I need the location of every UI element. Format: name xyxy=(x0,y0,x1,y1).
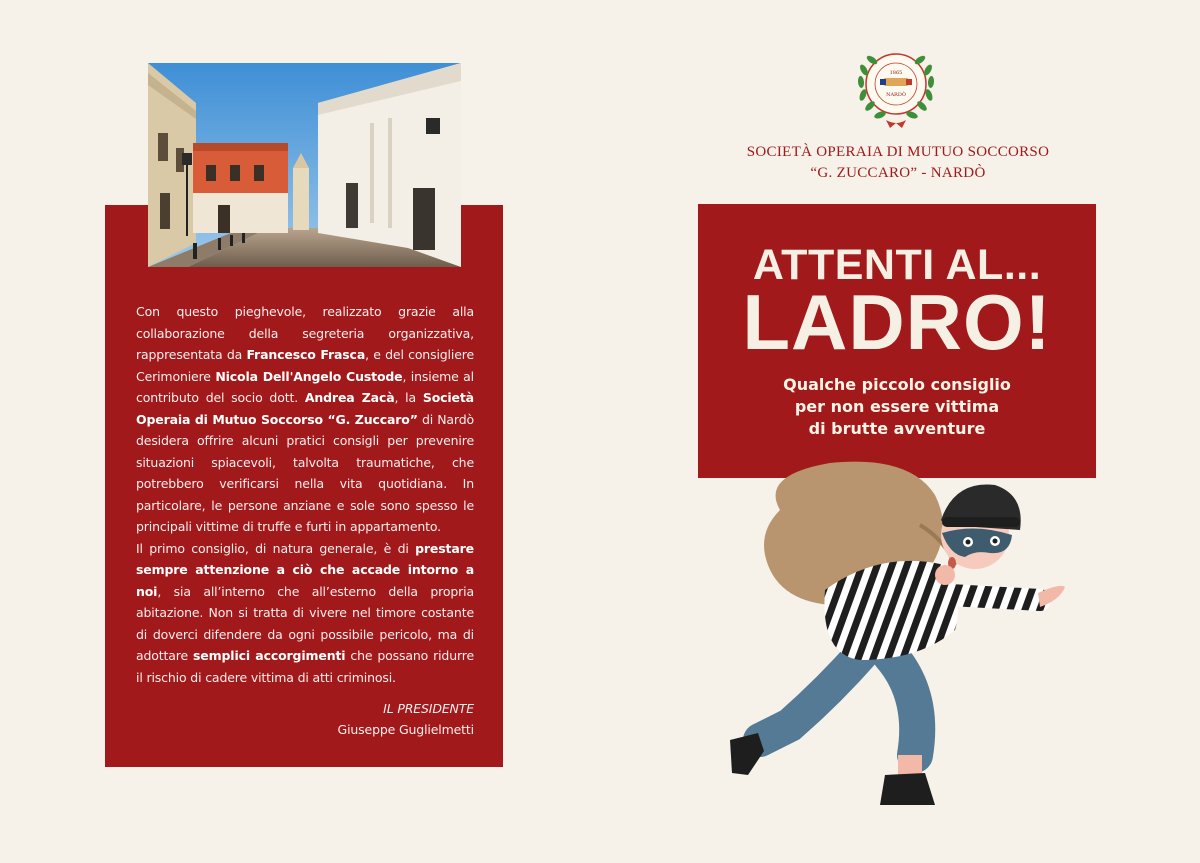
burglar-with-sack-icon xyxy=(720,455,1080,815)
highlighted-text: Francesco Frasca xyxy=(246,347,366,362)
highlighted-text: Nicola Dell'Angelo Custode xyxy=(215,368,403,384)
signature-name: Giuseppe Guglielmetti xyxy=(337,722,474,737)
body-text-run: Con questo pieghevole, realizzato grazie alla collaborazione della segreteria organizzativa, rappresentata da xyxy=(136,304,474,362)
cover-title-line-1: ATTENTI AL... xyxy=(752,241,1042,289)
body-text-run: , e del consigliere Cerimoniere xyxy=(136,347,474,384)
body-text-run: che possano ridurre il rischio di cadere vittima di atti criminosi. xyxy=(136,648,474,685)
subtitle-line-1: Qualche piccolo consiglio xyxy=(783,375,1011,394)
body-text-run: , sia all’interno che all’esterno della propria abitazione. Non si tratta di vivere nel timore costante di doverci difendere da ogni possibile pericolo, ma di adottare xyxy=(136,583,474,663)
logo-year: 1865 xyxy=(889,70,903,76)
intro-paragraph xyxy=(136,301,474,538)
laurel-wreath-icon xyxy=(850,40,942,132)
org-line-2: “G. ZUCCARO” - NARDÒ xyxy=(810,165,986,181)
logo-town: NARDÒ xyxy=(886,92,906,98)
body-text-run: Il primo consiglio, di natura generale, è di xyxy=(136,540,416,556)
highlighted-text: Andrea Zacà xyxy=(304,390,395,405)
subtitle-line-2: per non essere vittima xyxy=(794,397,1000,416)
body-text-run: , insieme al contributo del socio dott. xyxy=(136,368,475,405)
cover-title-line-2: LADRO! xyxy=(742,278,1052,366)
street-photo-illustration xyxy=(148,63,461,267)
body-text-run: , la xyxy=(394,390,423,405)
body-text-run: di Nardò desidera offrire alcuni pratici consigli per prevenire situazioni spiacevoli, talvolta traumatiche, che potrebbero verificarsi nella vita quotidiana. In particolare, le persone anziane e sole sono spesso le principali vittime di truffe e furti in appartamento. xyxy=(136,411,474,534)
society-logo xyxy=(850,40,942,132)
street-photo xyxy=(148,63,461,267)
cover-subtitle xyxy=(698,374,1096,440)
signature-block xyxy=(136,698,474,740)
highlighted-text: semplici accorgimenti xyxy=(193,648,346,663)
organization-name xyxy=(700,142,1096,184)
org-line-1: SOCIETÀ OPERAIA DI MUTUO SOCCORSO xyxy=(746,144,1050,160)
subtitle-line-3: di brutte avventure xyxy=(808,419,986,438)
advice-paragraph xyxy=(136,538,474,689)
signature-role: IL PRESIDENTE xyxy=(383,701,474,716)
highlighted-text: prestare sempre attenzione a ciò che accade intorno a noi xyxy=(136,540,474,599)
thief-illustration xyxy=(720,455,1080,815)
cover-title-box xyxy=(698,204,1096,478)
highlighted-text: Società Operaia di Mutuo Soccorso “G. Zuccaro” xyxy=(136,390,474,427)
intro-text-block xyxy=(136,301,474,758)
